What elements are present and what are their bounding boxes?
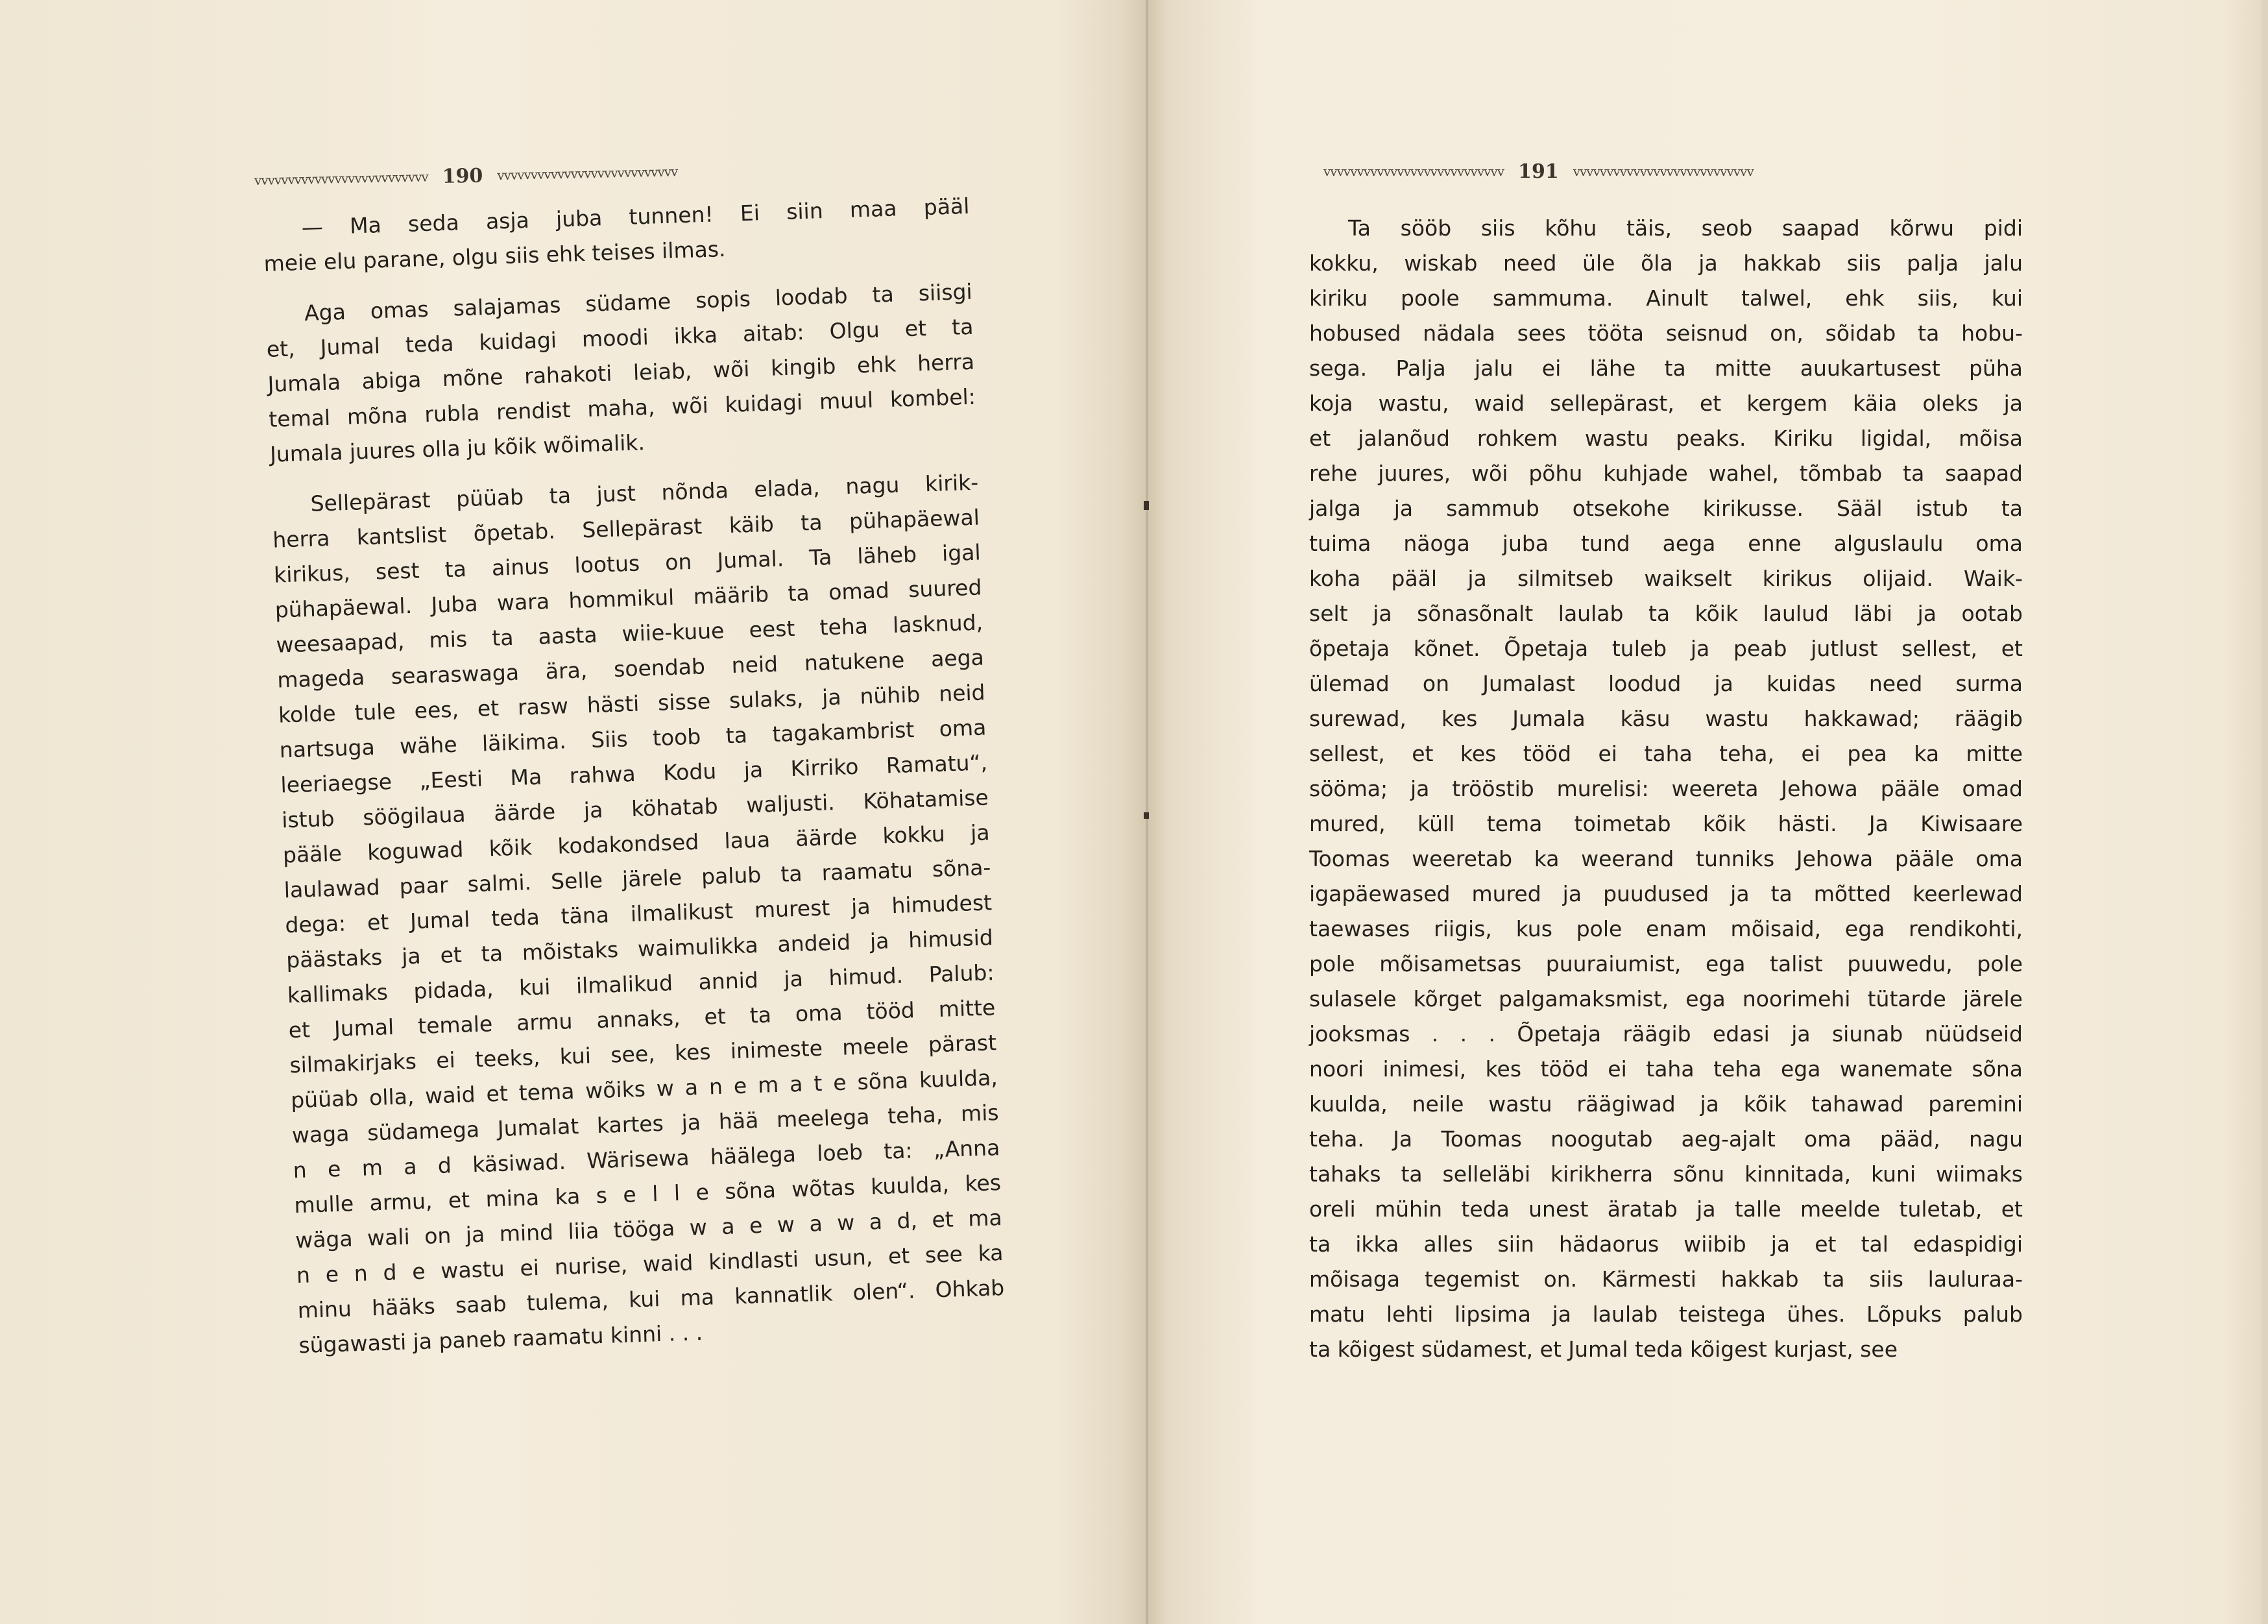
text-line: leeriaegse „Eesti Ma rahwa Kodu ja Kirriko Ramatu“, — [280, 749, 988, 798]
text-line: Ta sööb siis kõhu täis, seob saapad kõrwu pidi — [1348, 215, 2023, 241]
text-line: tahaks ta selleläbi kirikherra sõnu kinnitada, kuni wiimaks — [1309, 1161, 2023, 1187]
paragraph — [1309, 211, 2023, 1367]
text-line: istub söögilaua äärde ja köhatab waljusti. Köhatamise — [281, 784, 989, 833]
text-line: et, Jumal teda kuidagi moodi ikka aitab: Olgu et ta — [266, 313, 974, 362]
text-line: waga südamega Jumalat kartes ja hää meelega teha, mis — [291, 1100, 1000, 1148]
text-line: Jumala juures olla ju kõik wõimalik. — [269, 430, 645, 467]
header-ornament: vvvvvvvvvvvvvvvvvvvvvvvvvvv — [1323, 164, 1504, 179]
text-line: sellest, et kes tööd ei taha teha, ei pea ka mitte — [1309, 741, 2023, 766]
text-line: et Jumal temale armu annaks, et ta oma tööd mitte — [288, 995, 996, 1043]
text-line: n e m a d käsiwad. Wärisewa häälega loeb ta: „Anna — [293, 1135, 1000, 1183]
text-line: noori inimesi, kes tööd ei taha teha ega wanemate sõna — [1309, 1056, 2023, 1082]
text-line: selt ja sõnasõnalt laulab ta kõik laulud läbi ja ootab — [1309, 601, 2023, 626]
text-line: õpetaja kõnet. Õpetaja tuleb ja peab jutlust sellest, et — [1309, 636, 2023, 661]
text-line: temal mõna rubla rendist maha, wõi kuidagi muul kombel: — [268, 383, 976, 432]
text-line: rehe juures, wõi põhu kuhjade wahel, tõmbab ta saapad — [1309, 461, 2023, 486]
text-line: kiriku poole sammuma. Ainult talwel, ehk siis, kui — [1309, 285, 2023, 311]
text-line: weesaapad, mis ta aasta wiie-kuue eest teha lasknud, — [275, 609, 983, 658]
text-line: hobused nädala sees tööta seisnud on, sõidab ta hobu- — [1309, 321, 2023, 346]
text-line: Jumala abiga mõne rahakoti leiab, wõi kingib ehk herra — [267, 348, 975, 397]
left-page-header — [254, 152, 956, 193]
text-line: mulle armu, et mina ka s e l l e sõna wõtas kuulda, kes — [293, 1170, 1002, 1218]
text-line: pääle koguwad kõik kodakondsed laua äärde kokku ja — [282, 819, 991, 868]
text-line: — Ma seda asja juba tunnen! Ei siin maa pääl — [301, 193, 970, 241]
text-line: kolde tule ees, et rasw hästi sisse sulaks, ja nühib neid — [278, 679, 986, 728]
text-line: teha. Ja Toomas noogutab aeg-ajalt oma pääd, nagu — [1309, 1126, 2023, 1152]
gutter-mark — [1144, 812, 1149, 819]
text-line: mõisaga tegemist on. Kärmesti hakkab ta siis lauluraa- — [1309, 1266, 2023, 1292]
text-line: ta ikka alles siin hädaorus wiibib ja et tal edaspidigi — [1309, 1231, 2023, 1257]
text-line: tuima näoga juba tund aega enne alguslaulu oma — [1309, 531, 2023, 556]
text-line: et jalanõud rohkem wastu peaks. Kiriku ligidal, mõisa — [1309, 426, 2023, 451]
text-line: laulawad paar salmi. Selle järele palub ta raamatu sõna- — [284, 854, 991, 903]
text-line: sega. Palja jalu ei lähe ta mitte auukartusest püha — [1309, 356, 2023, 381]
paragraph — [265, 274, 977, 472]
text-line: mured, küll tema toimetab kõik hästi. Ja Kiwisaare — [1309, 811, 2023, 836]
text-line: sulasele kõrget palgamaksmist, ega noorimehi tütarde järele — [1309, 986, 2023, 1012]
left-page-body — [262, 189, 1006, 1363]
text-line: matu lehti lipsima ja laulab teistega ühes. Lõpuks palub — [1309, 1302, 2023, 1327]
text-line: dega: et Jumal teda täna ilmalikust murest ja himudest — [284, 890, 993, 938]
right-page — [1147, 0, 2268, 1624]
text-line: jalga ja sammub otsekohe kirikusse. Sääl istub ta — [1309, 496, 2023, 521]
text-line: wäga wali on ja mind liia tööga w a e w a w a d, et ma — [295, 1204, 1003, 1254]
text-line: nartsuga wähe läikima. Siis toob ta tagakambrist oma — [279, 714, 987, 763]
gutter-mark — [1144, 501, 1149, 510]
header-ornament: vvvvvvvvvvvvvvvvvvvvvvvvvvv — [497, 164, 678, 184]
text-line: herra kantslist õpetab. Sellepärast käib ta pühapäewal — [272, 504, 980, 553]
text-line: Toomas weeretab ka weerand tunniks Jehowa pääle oma — [1309, 846, 2023, 871]
header-ornament: vvvvvvvvvvvvvvvvvvvvvvvvvvv — [1573, 164, 1754, 179]
text-line: pühapäewal. Juba wara hommikul määrib ta omad suured — [274, 574, 982, 623]
text-line: Aga omas salajamas südame sopis loodab ta siisgi — [304, 278, 973, 326]
header-ornament: vvvvvvvvvvvvvvvvvvvvvvvvvv — [254, 169, 428, 188]
text-line: ülemad on Jumalast loodud ja kuidas need surma — [1309, 671, 2023, 696]
text-line: koha pääl ja silmitseb waikselt kirikus olijaid. Waik- — [1309, 566, 2023, 591]
page-number: 190 — [442, 164, 483, 188]
page-number: 191 — [1518, 160, 1559, 183]
text-line: meie elu parane, olgu siis ehk teises ilmas. — [263, 236, 727, 276]
paragraph — [271, 465, 1006, 1363]
text-line: n e n d e wastu ei nurise, waid kindlasti usun, et see ka — [296, 1239, 1004, 1289]
text-line: pole mõisametsas puuraiumist, ega talist puuwedu, pole — [1309, 951, 2023, 976]
text-line: oreli mühin teda unest äratab ja talle meelde tuletab, et — [1309, 1196, 2023, 1222]
text-line: silmakirjaks ei teeks, kui see, kes inimeste meele pärast — [289, 1030, 997, 1078]
text-line: püüab olla, waid et tema wõiks w a n e m a t e sõna kuulda, — [290, 1065, 998, 1113]
right-page-body — [1309, 211, 2023, 1367]
text-line: kuulda, neile wastu räägiwad ja kõik tahawad paremini — [1309, 1091, 2023, 1117]
text-line: ta kõigest südamest, et Jumal teda kõigest kurjast, see — [1309, 1337, 1898, 1362]
text-line: päästaks ja et ta mõistaks waimulikka andeid ja himusid — [285, 925, 994, 973]
text-line: taewases riigis, kus pole enam mõisaid, ega rendikohti, — [1309, 916, 2023, 941]
page-edge — [2262, 0, 2268, 1624]
text-line: sügawasti ja paneb raamatu kinni . . . — [298, 1319, 703, 1359]
text-line: minu hääks saab tulema, kui ma kannatlik olen“. Ohkab — [297, 1274, 1005, 1324]
text-line: mageda searaswaga ära, soendab neid natukene aega — [276, 644, 985, 693]
text-line: kirikus, sest ta ainus lootus on Jumal. Ta läheb igal — [273, 539, 982, 588]
text-line: surewad, kes Jumala käsu wastu hakkawad; räägib — [1309, 706, 2023, 731]
text-line: Sellepärast püüab ta just nõnda elada, nagu kirik- — [309, 469, 979, 516]
text-line: kallimaks pidada, kui ilmalikud annid ja himud. Palub: — [287, 960, 995, 1008]
text-line: jooksmas . . . Õpetaja räägib edasi ja siunab nüüdseid — [1309, 1021, 2023, 1047]
right-page-header — [1323, 158, 2024, 184]
text-line: igapäewased mured ja puudused ja ta mõtted keerlewad — [1309, 881, 2023, 906]
text-line: koja wastu, waid sellepärast, et kergem käia oleks ja — [1309, 391, 2023, 416]
text-line: kokku, wiskab need üle õla ja hakkab siis palja jalu — [1309, 250, 2023, 276]
text-line: sööma; ja trööstib murelisi: weereta Jehowa pääle omad — [1309, 776, 2023, 801]
